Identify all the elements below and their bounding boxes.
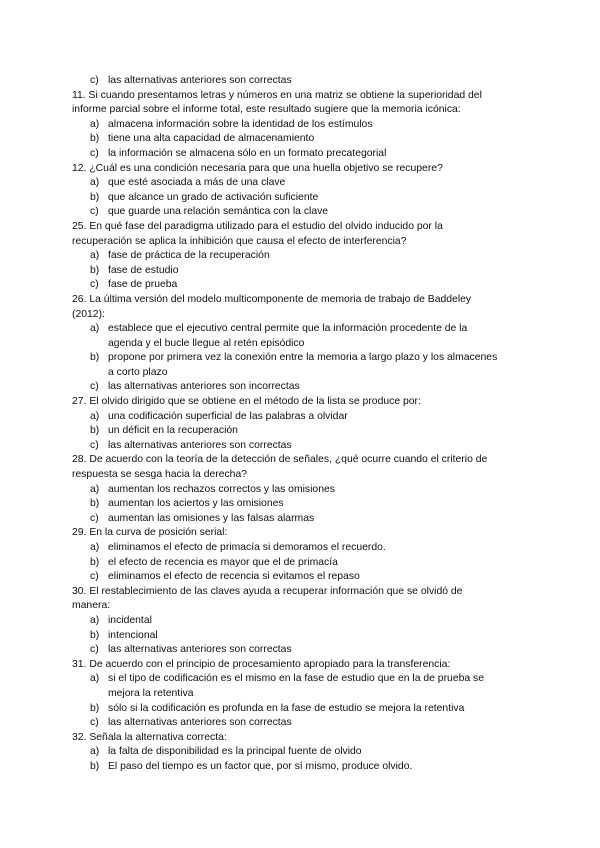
option-letter: a) xyxy=(90,250,100,262)
option-text: intencional xyxy=(108,629,158,641)
option-letter: b) xyxy=(90,264,100,276)
option-text: incidental xyxy=(108,614,152,626)
option-text: aumentan los rechazos correctos y las omisiones xyxy=(108,483,335,495)
option-letter: b) xyxy=(90,498,100,510)
answer-option xyxy=(72,702,528,717)
option-letter: a) xyxy=(90,118,100,130)
option-letter: a) xyxy=(90,177,100,189)
question-stem: 32. Señala la alternativa correcta: xyxy=(72,731,227,743)
question-stem: 30. El restablecimiento de las claves ayuda a recuperar información que se olvidó de xyxy=(72,585,463,597)
option-text: aumentan las omisiones y las falsas alarmas xyxy=(108,512,315,524)
question-stem-continuation: manera: xyxy=(72,600,111,612)
option-letter: c) xyxy=(90,381,99,393)
option-letter: b) xyxy=(90,133,100,145)
answer-option xyxy=(72,205,528,220)
answer-option xyxy=(72,643,528,658)
question-stem-continuation: respuesta se sesga hacia la derecha? xyxy=(72,469,248,481)
option-letter: a) xyxy=(90,483,100,495)
option-text: las alternativas anteriores son correctas xyxy=(108,644,292,656)
option-text: la falta de disponibilidad es la principal fuente de olvido xyxy=(108,746,362,758)
option-letter: b) xyxy=(90,352,100,364)
option-text: que alcance un grado de activación suficiente xyxy=(108,191,319,203)
option-letter: c) xyxy=(90,147,99,159)
answer-option xyxy=(72,672,528,687)
option-text: que guarde una relación semántica con la clave xyxy=(108,206,329,218)
option-text: que esté asociada a más de una clave xyxy=(108,177,286,189)
option-text: un déficit en la recuperación xyxy=(108,425,238,437)
option-text: fase de práctica de la recuperación xyxy=(108,250,270,262)
option-text: establece que el ejecutivo central permite que la información procedente de la xyxy=(108,323,468,335)
option-letter: b) xyxy=(90,425,100,437)
answer-option xyxy=(72,132,528,147)
option-letter: c) xyxy=(90,439,99,451)
option-letter: b) xyxy=(90,760,100,772)
option-letter: b) xyxy=(90,556,100,568)
option-letter: a) xyxy=(90,542,100,553)
option-letter: c) xyxy=(90,512,99,524)
option-text: El paso del tiempo es un factor que, por sí mismo, produce olvido. xyxy=(108,760,413,772)
option-letter: b) xyxy=(90,191,100,203)
option-letter: c) xyxy=(90,279,99,291)
question-stem: 25. En qué fase del paradigma utilizado para el estudio del olvido inducido por la xyxy=(72,220,443,232)
option-text-continuation: mejora la retentiva xyxy=(108,687,194,699)
option-text: eliminamos el efecto de recencia si evitamos el repaso xyxy=(108,571,360,583)
option-text: tiene una alta capacidad de almacenamiento xyxy=(108,133,315,145)
option-letter: b) xyxy=(90,702,100,714)
question-stem-continuation: informe parcial sobre el informe total, este resultado sugiere que la memoria icónica: xyxy=(72,104,461,116)
question-stem-continuation: (2012): xyxy=(72,308,105,320)
question-stem: 11. Si cuando presentamos letras y números en una matriz se obtiene la superioridad del xyxy=(72,89,482,101)
option-letter: c) xyxy=(90,644,99,656)
option-text: las alternativas anteriores son incorrectas xyxy=(108,381,300,393)
prev-option-c xyxy=(72,74,528,89)
answer-option xyxy=(72,264,528,279)
answer-option xyxy=(72,614,528,629)
option-text: eliminamos el efecto de primacía si demoramos el recuerdo. xyxy=(108,542,386,553)
option-text: propone por primera vez la conexión entre la memoria a largo plazo y los almacenes xyxy=(108,352,498,364)
answer-option xyxy=(72,424,528,439)
question-stem: 28. De acuerdo con la teoría de la detección de señales, ¿qué ocurre cuando el criterio de xyxy=(72,454,488,466)
option-text: las alternativas anteriores son correctas xyxy=(108,75,292,86)
option-letter: c) xyxy=(90,75,99,86)
answer-option xyxy=(72,351,528,366)
option-text: una codificación superficial de las palabras a olvidar xyxy=(108,410,348,422)
option-text: la información se almacena sólo en un formato precategorial xyxy=(108,147,387,159)
option-text-continuation: agenda y el bucle llegue al retén episódico xyxy=(108,337,305,349)
option-letter: a) xyxy=(90,673,100,685)
option-text: aumentan los aciertos y las omisiones xyxy=(108,498,284,510)
option-text-continuation: a corto plazo xyxy=(108,366,168,378)
answer-option xyxy=(72,483,528,498)
option-letter: c) xyxy=(90,717,99,729)
question-stem: 12. ¿Cuál es una condición necesaria para que una huella objetivo se recupere? xyxy=(72,162,443,174)
option-letter: a) xyxy=(90,614,100,626)
option-letter: a) xyxy=(90,410,100,422)
answer-option xyxy=(72,176,528,191)
answer-option xyxy=(72,191,528,206)
answer-option xyxy=(72,745,528,760)
option-text: el efecto de recencia es mayor que el de primacía xyxy=(108,556,338,568)
question-stem: 26. La última versión del modelo multicomponente de memoria de trabajo de Baddeley xyxy=(72,293,472,305)
answer-option xyxy=(72,541,528,556)
answer-option xyxy=(72,118,528,133)
answer-option xyxy=(72,380,528,395)
option-letter: c) xyxy=(90,206,99,218)
answer-option xyxy=(72,147,528,162)
option-letter: a) xyxy=(90,746,100,758)
answer-option xyxy=(72,716,528,731)
answer-option xyxy=(72,497,528,512)
option-text: si el tipo de codificación es el mismo en la fase de estudio que en la de prueba se xyxy=(108,673,485,685)
option-text: almacena información sobre la identidad de los estímulos xyxy=(108,118,373,130)
answer-option xyxy=(72,410,528,425)
option-letter: b) xyxy=(90,629,100,641)
option-text: fase de prueba xyxy=(108,279,178,291)
option-text: las alternativas anteriores son correctas xyxy=(108,717,292,729)
answer-option xyxy=(72,249,528,264)
answer-option xyxy=(72,556,528,571)
option-text: sólo si la codificación es profunda en la fase de estudio se mejora la retentiva xyxy=(108,702,465,714)
question-stem: 31. De acuerdo con el principio de procesamiento apropiado para la transferencia: xyxy=(72,658,451,670)
answer-option xyxy=(72,278,528,293)
question-stem: 29. En la curva de posición serial: xyxy=(72,527,228,539)
option-text: las alternativas anteriores son correctas xyxy=(108,439,292,451)
question-list xyxy=(72,74,528,775)
answer-option xyxy=(72,512,528,527)
option-letter: a) xyxy=(90,323,100,335)
option-letter: c) xyxy=(90,571,99,583)
question-stem-continuation: recuperación se aplica la inhibición que causa el efecto de interferencia? xyxy=(72,235,407,247)
answer-option xyxy=(72,629,528,644)
option-text: fase de estudio xyxy=(108,264,179,276)
answer-option xyxy=(72,570,528,585)
question-stem: 27. El olvido dirigido que se obtiene en el método de la lista se produce por: xyxy=(72,396,421,408)
answer-option xyxy=(72,322,528,337)
answer-option xyxy=(72,760,528,775)
answer-option xyxy=(72,439,528,454)
